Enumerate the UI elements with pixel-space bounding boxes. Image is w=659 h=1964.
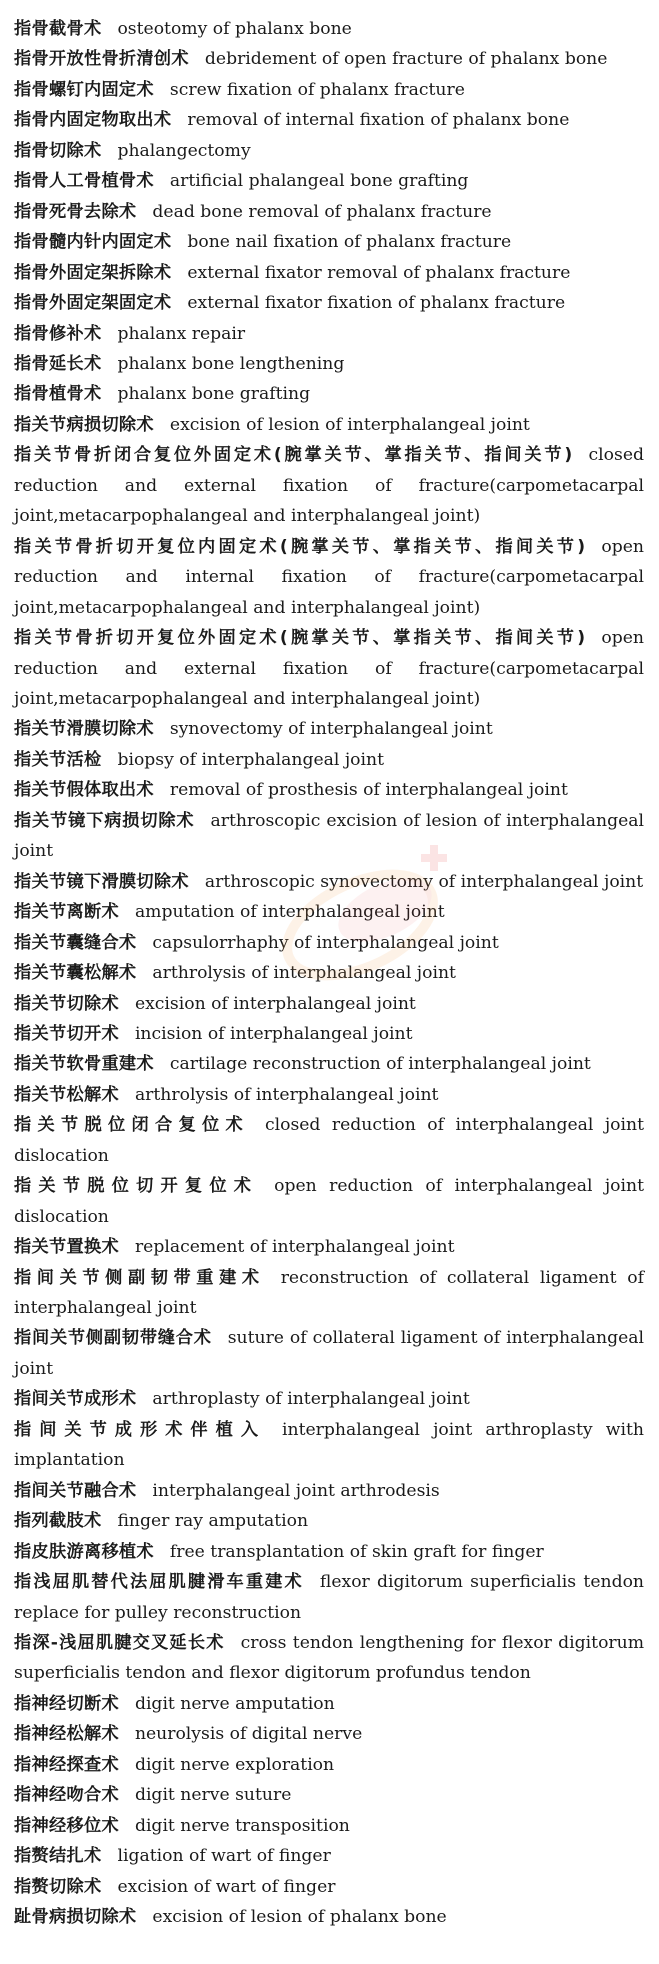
chinese-term: 指关节骨折切开复位内固定术(腕掌关节、掌指关节、指间关节) [14,536,586,557]
chinese-term: 指关节脱位切开复位术 [14,1176,259,1197]
term-entry [14,166,644,196]
term-entry [14,1019,644,1049]
english-term: debridement of open fracture of phalanx bone [204,49,608,70]
term-entry [14,258,644,288]
term-entry [14,1719,644,1749]
chinese-term: 指骨截骨术 [14,19,102,39]
english-term: phalangectomy [117,140,251,161]
term-entry [14,1506,644,1536]
english-term: cross tendon lengthening for flexor digitorum superficialis tendon and flexor digitorum profundus tendon [14,1633,645,1684]
chinese-term: 指关节镜下病损切除术 [14,810,195,831]
chinese-term: 指关节囊松解术 [14,963,137,984]
term-entry [14,105,644,135]
chinese-term: 指骨植骨术 [14,384,102,405]
term-entry [14,349,644,379]
english-term: closed reduction of interphalangeal joint dislocation [14,1115,644,1166]
chinese-term: 指列截肢术 [14,1511,102,1532]
english-term: screw fixation of phalanx fracture [169,79,465,100]
english-term: bone nail fixation of phalanx fracture [187,232,512,253]
english-term: excision of lesion of phalanx bone [152,1907,447,1928]
english-term: excision of wart of finger [117,1876,336,1897]
term-list [14,14,644,1933]
chinese-term: 指神经吻合术 [14,1785,119,1806]
english-term: digit nerve amputation [134,1693,335,1714]
term-entry [14,1110,644,1171]
english-term: digit nerve suture [134,1785,292,1806]
term-entry [14,1415,644,1476]
english-term: incision of interphalangeal joint [134,1023,413,1044]
term-entry [14,897,644,927]
chinese-term: 趾骨病损切除术 [14,1907,137,1928]
english-term: suture of collateral ligament of interphalangeal joint [14,1328,644,1379]
chinese-term: 指关节离断术 [14,902,119,923]
chinese-term: 指浅屈肌替代法屈肌腱滑车重建术 [14,1572,304,1593]
chinese-term: 指神经切断术 [14,1693,119,1714]
chinese-term: 指骨螺钉内固定术 [14,79,154,100]
english-term: amputation of interphalangeal joint [134,902,445,923]
chinese-term: 指关节松解术 [14,1084,119,1105]
term-entry [14,197,644,227]
term-entry [14,227,644,257]
chinese-term: 指关节切除术 [14,993,119,1014]
chinese-term: 指关节置换术 [14,1237,119,1258]
chinese-term: 指骨外固定架固定术 [14,293,172,314]
chinese-term: 指神经探查术 [14,1754,119,1775]
english-term: removal of prosthesis of interphalangeal joint [169,780,568,801]
chinese-term: 指关节切开术 [14,1023,119,1044]
chinese-term: 指神经移位术 [14,1815,119,1836]
term-entry [14,1476,644,1506]
english-term: interphalangeal joint arthroplasty with implantation [14,1419,644,1471]
term-entry [14,1171,644,1232]
chinese-term: 指关节镜下滑膜切除术 [14,871,189,892]
chinese-term: 指神经松解术 [14,1724,119,1745]
chinese-term: 指间关节成形术伴植入 [14,1419,267,1440]
term-entry [14,14,644,44]
term-entry [14,1811,644,1841]
term-entry [14,1323,644,1384]
english-term: flexor digitorum superficialis tendon replace for pulley reconstruction [14,1572,644,1623]
english-term: open reduction and external fixation of fracture(carpometacarpal joint,metacarpophalangeal and interphalangeal joint) [14,628,644,709]
chinese-term: 指骨开放性骨折清创术 [14,49,189,70]
english-term: external fixator fixation of phalanx fracture [187,293,566,314]
chinese-term: 指关节活检 [14,749,102,770]
term-entry [14,1567,644,1628]
term-entry [14,1080,644,1110]
term-entry [14,1902,644,1932]
english-term: arthroscopic excision of lesion of interphalangeal joint [14,810,644,862]
english-term: external fixator removal of phalanx fracture [187,262,571,283]
term-entry [14,379,644,409]
english-term: removal of internal fixation of phalanx bone [187,110,570,131]
term-entry [14,75,644,105]
english-term: dead bone removal of phalanx fracture [152,201,492,222]
term-entry [14,1841,644,1871]
chinese-term: 指关节病损切除术 [14,414,154,435]
english-term: arthrolysis of interphalangeal joint [134,1084,439,1105]
chinese-term: 指赘结扎术 [14,1846,102,1867]
term-entry [14,1263,644,1324]
english-term: excision of lesion of interphalangeal joint [169,414,530,435]
term-entry [14,44,644,74]
term-entry [14,136,644,166]
english-term: arthroplasty of interphalangeal joint [152,1389,470,1410]
chinese-term: 指骨修补术 [14,323,102,344]
term-entry [14,1872,644,1902]
chinese-term: 指皮肤游离移植术 [14,1541,154,1562]
chinese-term: 指赘切除术 [14,1876,102,1897]
english-term: ligation of wart of finger [117,1846,331,1867]
term-entry [14,989,644,1019]
english-term: free transplantation of skin graft for finger [169,1541,544,1562]
term-entry [14,319,644,349]
chinese-term: 指深-浅屈肌腱交叉延长术 [14,1633,225,1654]
term-entry [14,745,644,775]
chinese-term: 指关节骨折闭合复位外固定术(腕掌关节、掌指关节、指间关节) [14,445,573,466]
chinese-term: 指间关节融合术 [14,1480,137,1501]
chinese-term: 指骨人工骨植骨术 [14,171,154,192]
english-term: replacement of interphalangeal joint [134,1237,455,1258]
english-term: synovectomy of interphalangeal joint [169,719,493,740]
chinese-term: 指关节囊缝合术 [14,932,137,953]
term-entry [14,440,644,531]
term-entry [14,775,644,805]
english-term: phalanx bone lengthening [117,353,345,374]
term-entry [14,532,644,623]
term-entry [14,410,644,440]
chinese-term: 指骨延长术 [14,353,102,374]
chinese-term: 指关节假体取出术 [14,780,154,801]
chinese-term: 指关节脱位闭合复位术 [14,1115,249,1136]
chinese-term: 指间关节侧副韧带缝合术 [14,1328,212,1349]
english-term: phalanx repair [117,323,246,344]
english-term: capsulorrhaphy of interphalangeal joint [152,932,499,953]
term-entry [14,1689,644,1719]
term-entry [14,1384,644,1414]
english-term: excision of interphalangeal joint [134,993,416,1014]
english-term: cartilage reconstruction of interphalangeal joint [169,1054,591,1075]
english-term: artificial phalangeal bone grafting [169,171,469,192]
term-entry [14,1780,644,1810]
english-term: finger ray amputation [117,1511,309,1532]
english-term: arthrolysis of interphalangeal joint [152,963,456,984]
term-entry [14,714,644,744]
term-entry [14,288,644,318]
term-entry [14,1049,644,1079]
term-entry [14,623,644,714]
english-term: digit nerve exploration [134,1754,335,1775]
english-term: interphalangeal joint arthrodesis [152,1480,440,1501]
chinese-term: 指骨髓内针内固定术 [14,232,172,253]
chinese-term: 指间关节侧副韧带重建术 [14,1267,265,1288]
english-term: phalanx bone grafting [117,384,311,405]
term-entry [14,1750,644,1780]
chinese-term: 指关节滑膜切除术 [14,719,154,740]
chinese-term: 指关节骨折切开复位外固定术(腕掌关节、掌指关节、指间关节) [14,628,586,649]
term-entry [14,1232,644,1262]
chinese-term: 指间关节成形术 [14,1389,137,1410]
chinese-term: 指骨死骨去除术 [14,201,137,222]
english-term: arthroscopic synovectomy of interphalangeal joint [204,871,644,892]
english-term: digit nerve transposition [134,1815,350,1836]
english-term: osteotomy of phalanx bone [117,19,352,39]
term-entry [14,1537,644,1567]
english-term: biopsy of interphalangeal joint [117,749,384,770]
term-entry [14,867,644,897]
english-term: reconstruction of collateral ligament of interphalangeal joint [14,1267,644,1319]
term-entry [14,928,644,958]
chinese-term: 指骨切除术 [14,140,102,161]
chinese-term: 指关节软骨重建术 [14,1054,154,1075]
chinese-term: 指骨内固定物取出术 [14,110,172,131]
term-entry [14,958,644,988]
english-term: open reduction and internal fixation of fracture(carpometacarpal joint,metacarpophalangeal and interphalangeal joint) [14,536,644,618]
term-entry [14,1628,644,1689]
english-term: neurolysis of digital nerve [134,1724,363,1745]
english-term: closed reduction and external fixation of fracture(carpometacarpal joint,metacarpophalangeal and interphalangeal joint) [14,445,644,527]
chinese-term: 指骨外固定架拆除术 [14,262,172,283]
term-entry [14,806,644,867]
english-term: open reduction of interphalangeal joint dislocation [14,1176,644,1227]
